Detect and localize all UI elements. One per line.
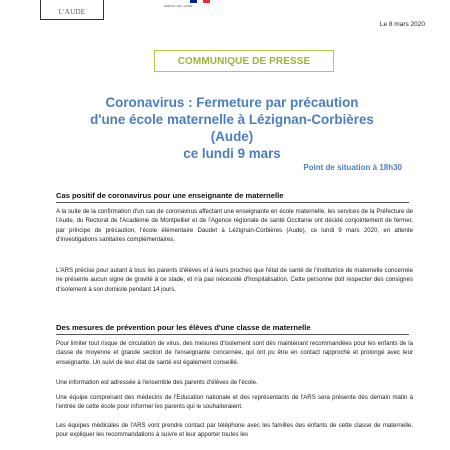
- section-divider: [56, 334, 409, 335]
- department-logo-text: L'AUDE: [58, 8, 86, 16]
- title-line-3: ce lundi 9 mars: [183, 146, 281, 161]
- section-divider: [56, 202, 409, 203]
- press-release-label: COMMUNIQUE DE PRESSE: [177, 55, 311, 67]
- flag-stripe-white: [197, 0, 204, 3]
- flag-icon: [190, 0, 210, 3]
- flag-stripe-blue: [190, 0, 197, 3]
- section-heading-positive-case: Cas positif de coronavirus pour une enseignante de maternelle: [56, 191, 284, 200]
- paragraph-medical-team: Une équipe comprenant des médecins de l'Education nationale et des représentants de l'ARS sera présente dès demain matin à l'entrée de cette école pour informer les parents qui le souhaiteraient.: [56, 394, 413, 411]
- title-line-1: Coronavirus : Fermeture par précaution: [105, 95, 359, 110]
- paragraph-ars-contact: Les équipes médicales de l'ARS vont prendre contact par téléphone avec les familles des enfants de cette classe de maternelle, pour expliquer les recommandations à suivre et leur apporter toutes les: [56, 422, 413, 439]
- section-heading-prevention: Des mesures de prévention pour les élèves d'une classe de maternelle: [56, 323, 311, 332]
- situation-time: Point de situation à 18h30: [303, 163, 402, 172]
- title-line-2: d'une école maternelle à Lézignan-Corbières (Aude): [90, 112, 374, 144]
- flag-stripe-red: [203, 0, 210, 3]
- paragraph-confirmation: A la suite de la confirmation d'un cas de coronavirus affectant une enseignante en école maternelle, les services de la Préfecture de l'Aude, du Rectorat de l'Académie de Montpellier et de l'Agence régionale de santé Occitanie ont décidé conjointement de fermer, par principe de précaution, l'école élémentaire Daudet à Lézignan-Corbières (Aude), ce lundi 9 mars 2020, en attente d'investigations sanitaires complémentaires.: [56, 208, 413, 243]
- prefect-logo-text: PRÉFET DE L'AUDE: [164, 4, 193, 8]
- page-title: [70, 94, 394, 162]
- document-date: Le 8 mars 2020: [379, 21, 425, 28]
- paragraph-parent-information: Une information est adressée à l'ensemble des parents d'élèves de l'école.: [56, 379, 258, 386]
- paragraph-ars-statement: L'ARS précise pour autant à tous les parents d'élèves et à leurs proches que l'état de santé de l'institutrice de maternelle concernée ne présente aucun signe de gravité à ce stade, et n'a pas nécessité d'hospitalisation. Cette personne doit respecter des consignes d'isolement à son domicile pendant 14 jours.: [56, 267, 413, 293]
- press-release-banner: [154, 50, 334, 72]
- department-logo: [40, 0, 104, 20]
- paragraph-isolation-measures: Pour limiter tout risque de circulation de virus, des mesures d'isolement sont dès maintenant recommandées pour les enfants de la classe de moyenne et grande section de l'enseignante concernée, qui ont pu être en contact rapproché et prolongé avec leur enseignante. Un suivi de leur état de santé est également conseillé.: [56, 340, 413, 366]
